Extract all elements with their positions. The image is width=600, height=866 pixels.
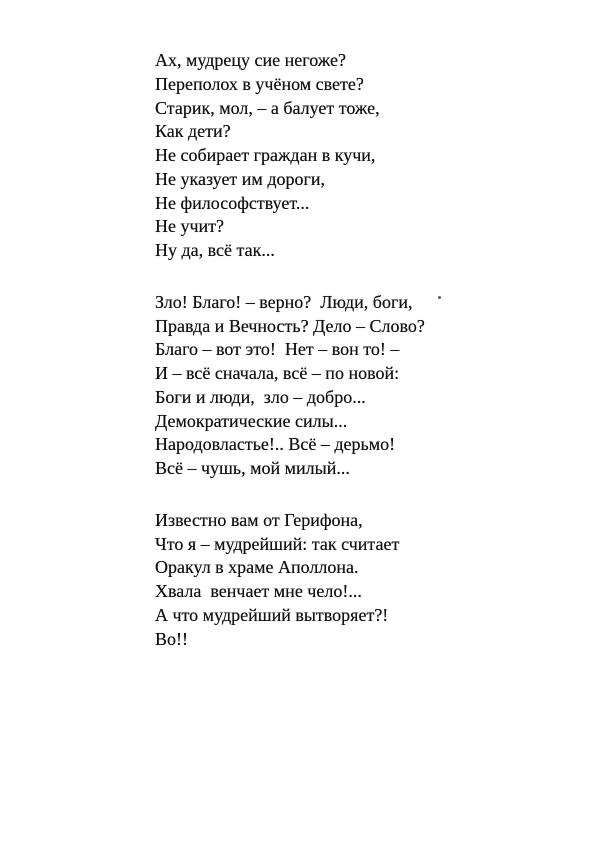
poem-line: Правда и Вечность? Дело – Слово? — [155, 315, 425, 336]
poem-line: Ах, мудрецу сие негоже? — [155, 50, 346, 70]
poem-stanza-3 — [155, 509, 425, 652]
poem-line: Оракул в храме Аполлона. — [155, 557, 359, 578]
poem-stanza-1 — [155, 49, 425, 263]
poem-line: Как дети? — [155, 121, 231, 142]
poem-line: Зло! Благо! – верно? Люди, боги, — [155, 291, 413, 312]
poem-line: Известно вам от Герифона, — [155, 509, 363, 530]
poem-line: Народовластье!.. Всё – дерьмо! — [155, 434, 396, 455]
poem-line: Во!! — [155, 628, 188, 649]
poem-line: И – всё сначала, всё – по новой: — [155, 363, 400, 383]
poem-line: Благо – вот это! Нет – вон то! – — [155, 339, 400, 360]
poem-line: Боги и люди, зло – добро... — [155, 386, 366, 407]
poem-line: А что мудрейший вытворяет?! — [155, 604, 389, 625]
poem-line: Не философствует... — [155, 192, 310, 213]
poem-stanza-2 — [155, 291, 425, 481]
scan-artifact-dot — [438, 296, 441, 299]
poem-line: Хвала венчает мне чело!... — [155, 581, 362, 601]
poem-line: Не собирает граждан в кучи, — [155, 145, 376, 165]
poem-line: Всё – чушь, мой милый... — [155, 458, 350, 478]
poem-text-block — [155, 49, 425, 679]
poem-line: Не указует им дороги, — [155, 168, 325, 189]
poem-line: Демократические силы... — [155, 410, 348, 431]
poem-line: Старик, мол, – а балует тоже, — [155, 97, 380, 118]
poem-line: Переполох в учёном свете? — [155, 73, 364, 94]
poem-line: Не учит? — [155, 216, 225, 237]
poem-line: Что я – мудрейший: так считает — [155, 533, 400, 554]
poem-line: Ну да, всё так... — [155, 240, 275, 260]
